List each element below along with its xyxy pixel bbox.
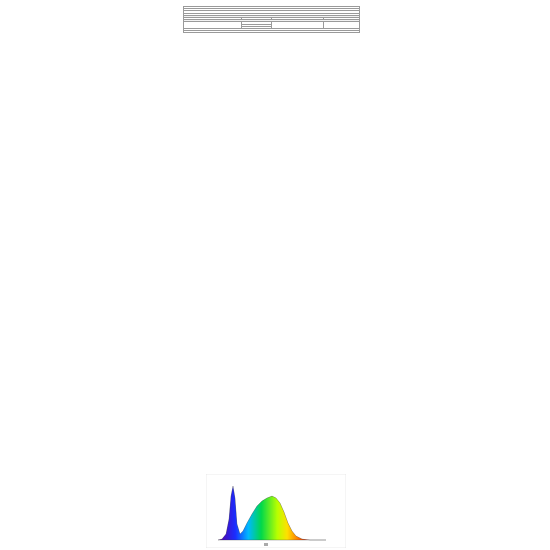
product-data-sheet (183, 4, 359, 36)
mains-section-heading (184, 31, 360, 33)
spectral-distribution-graph (206, 474, 346, 548)
logo-mark (264, 543, 268, 546)
data-table (183, 6, 360, 33)
